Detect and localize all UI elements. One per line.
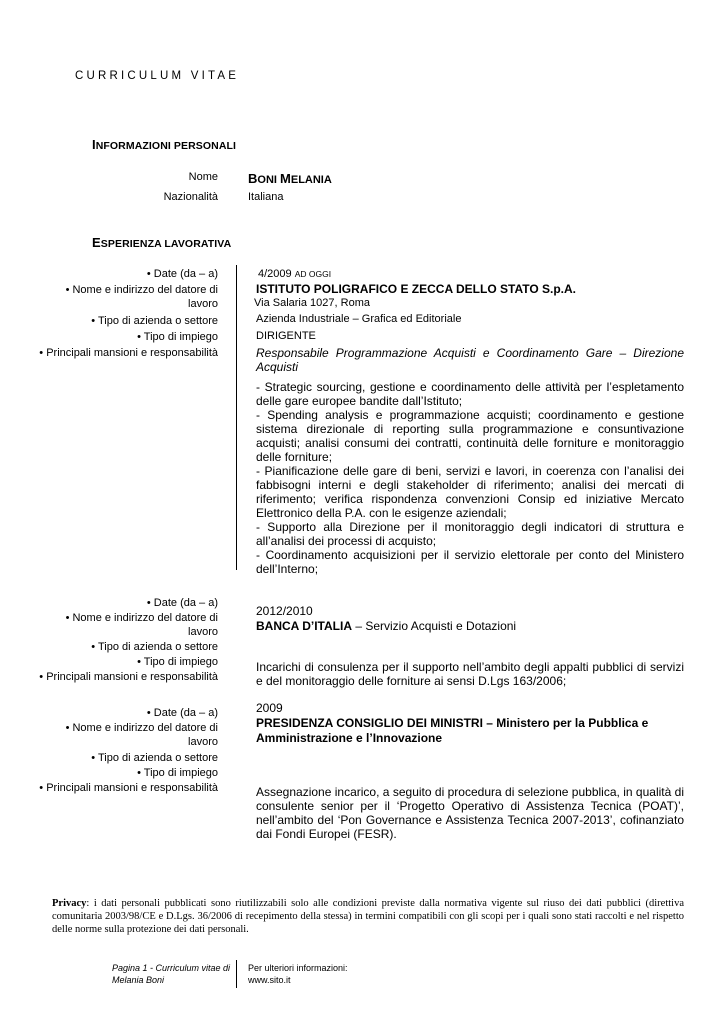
job-1-address: Via Salaria 1027, Roma — [254, 297, 370, 309]
job-1-employment: DIRIGENTE — [256, 330, 316, 342]
footer-page-info: Pagina 1 - Curriculum vitae di Melania Boni — [112, 963, 231, 985]
job-3-employer: PRESIDENZA CONSIGLIO DEI MINISTRI – Ministero per la Pubblica e Amministrazione e l’Innovazione — [256, 716, 649, 745]
section-heading-personal: INFORMAZIONI PERSONALI — [92, 137, 237, 152]
label-employment: • Tipo di impiego — [137, 656, 218, 668]
label-dates: • Date (da – a) — [146, 707, 218, 719]
duty-item: - Pianificazione delle gare di beni, servizi e lavori, in coerenza con l’analisi dei fabbisogni interni e degli stakeholder di riferimento; analisi dei mercati di riferimento; verifica rispondenza convenzioni Consip ed iniziative Mercato Elettronico della P.A. con le esigenze aziendali; — [256, 464, 684, 520]
job-1-sector: Azienda Industriale – Grafica ed Editoriale — [256, 313, 462, 325]
label-employer: • Nome e indirizzo del datore di — [65, 722, 218, 734]
job-2-employer: BANCA D’ITALIA – Servizio Acquisti e Dotazioni — [256, 619, 517, 633]
job-1-role: Responsabile Programmazione Acquisti e Coordinamento Gare – Direzione Acquisti — [256, 346, 684, 374]
column-divider — [236, 265, 237, 570]
name-label: Nome — [188, 171, 218, 183]
nationality-label: Nazionalità — [163, 191, 218, 203]
label-dates: • Date (da – a) — [146, 597, 218, 609]
duty-item: - Supporto alla Direzione per il monitoraggio degli indicatori di struttura e all’analisi dei processi di acquisto; — [256, 520, 684, 548]
duty-item: - Coordinamento acquisizioni per il servizio elettorale per conto del Ministero dell’Interno; — [256, 548, 684, 576]
duty-item: - Strategic sourcing, gestione e coordinamento delle attività per l’espletamento delle gare europee bandite dall’Istituto; — [256, 380, 684, 408]
label-employer: • Nome e indirizzo del datore di — [65, 284, 218, 296]
label-employer-cont: lavoro — [188, 298, 218, 310]
job-3-date: 2009 — [256, 701, 283, 715]
label-sector: • Tipo di azienda o settore — [91, 315, 218, 327]
label-sector: • Tipo di azienda o settore — [91, 752, 218, 764]
label-duties: • Principali mansioni e responsabilità — [39, 782, 218, 794]
label-dates: • Date (da – a) — [146, 268, 218, 280]
section-heading-experience: ESPERIENZA LAVORATIVA — [92, 235, 232, 250]
job-2-duties: Incarichi di consulenza per il supporto nell’ambito degli appalti pubblici di servizi e del monitoraggio delle forniture ai sensi D.Lgs 163/2006; — [256, 660, 684, 688]
job-3-duties: Assegnazione incarico, a seguito di procedura di selezione pubblica, in qualità di consulente senior per il ‘Progetto Operativo di Assistenza Tecnica (POAT)’, nell’ambito del ‘Pon Governance e Assistenza Tecnica 2007-2013’, cofinanziato dai Fondi Europei (FESR). — [256, 785, 684, 841]
nationality-value: Italiana — [248, 191, 284, 203]
label-employment: • Tipo di impiego — [137, 331, 218, 343]
person-name: BONI MELANIA — [248, 171, 332, 186]
job-2-date: 2012/2010 — [256, 604, 313, 618]
label-employer-cont: lavoro — [188, 626, 218, 638]
label-duties: • Principali mansioni e responsabilità — [39, 671, 218, 683]
job-1-date: 4/2009 AD OGGI — [258, 268, 332, 280]
job-1-duties — [256, 380, 684, 576]
label-sector: • Tipo di azienda o settore — [91, 641, 218, 653]
label-duties: • Principali mansioni e responsabilità — [39, 347, 218, 359]
document-title: CURRICULUM VITAE — [75, 70, 240, 82]
label-employment: • Tipo di impiego — [137, 767, 218, 779]
duty-item: - Spending analysis e programmazione acquisti; coordinamento e gestione sistema direzionale di reporting sulla programmazione e consuntivazione acquisti; analisi consumi dei contratti, continuità delle forniture e monitoraggio delle forniture; — [256, 408, 684, 464]
label-employer: • Nome e indirizzo del datore di — [65, 612, 218, 624]
label-employer-cont: lavoro — [188, 736, 218, 748]
job-1-employer: ISTITUTO POLIGRAFICO E ZECCA DELLO STATO S.p.A. — [256, 282, 577, 296]
footer-contact: Per ulteriori informazioni: www.sito.it — [248, 963, 348, 985]
footer-divider — [236, 960, 237, 988]
privacy-notice: Privacy: i dati personali pubblicati sono riutilizzabili solo alle condizioni previste dalla normativa vigente sul riuso dei dati pubblici (direttiva comunitaria 2003/98/CE e D.Lgs. 36/2006 di recepimento della stessa) in termini compatibili con gli scopi per i quali sono stati raccolti e nel rispetto delle norme sulla protezione dei dati personali. — [52, 898, 684, 935]
